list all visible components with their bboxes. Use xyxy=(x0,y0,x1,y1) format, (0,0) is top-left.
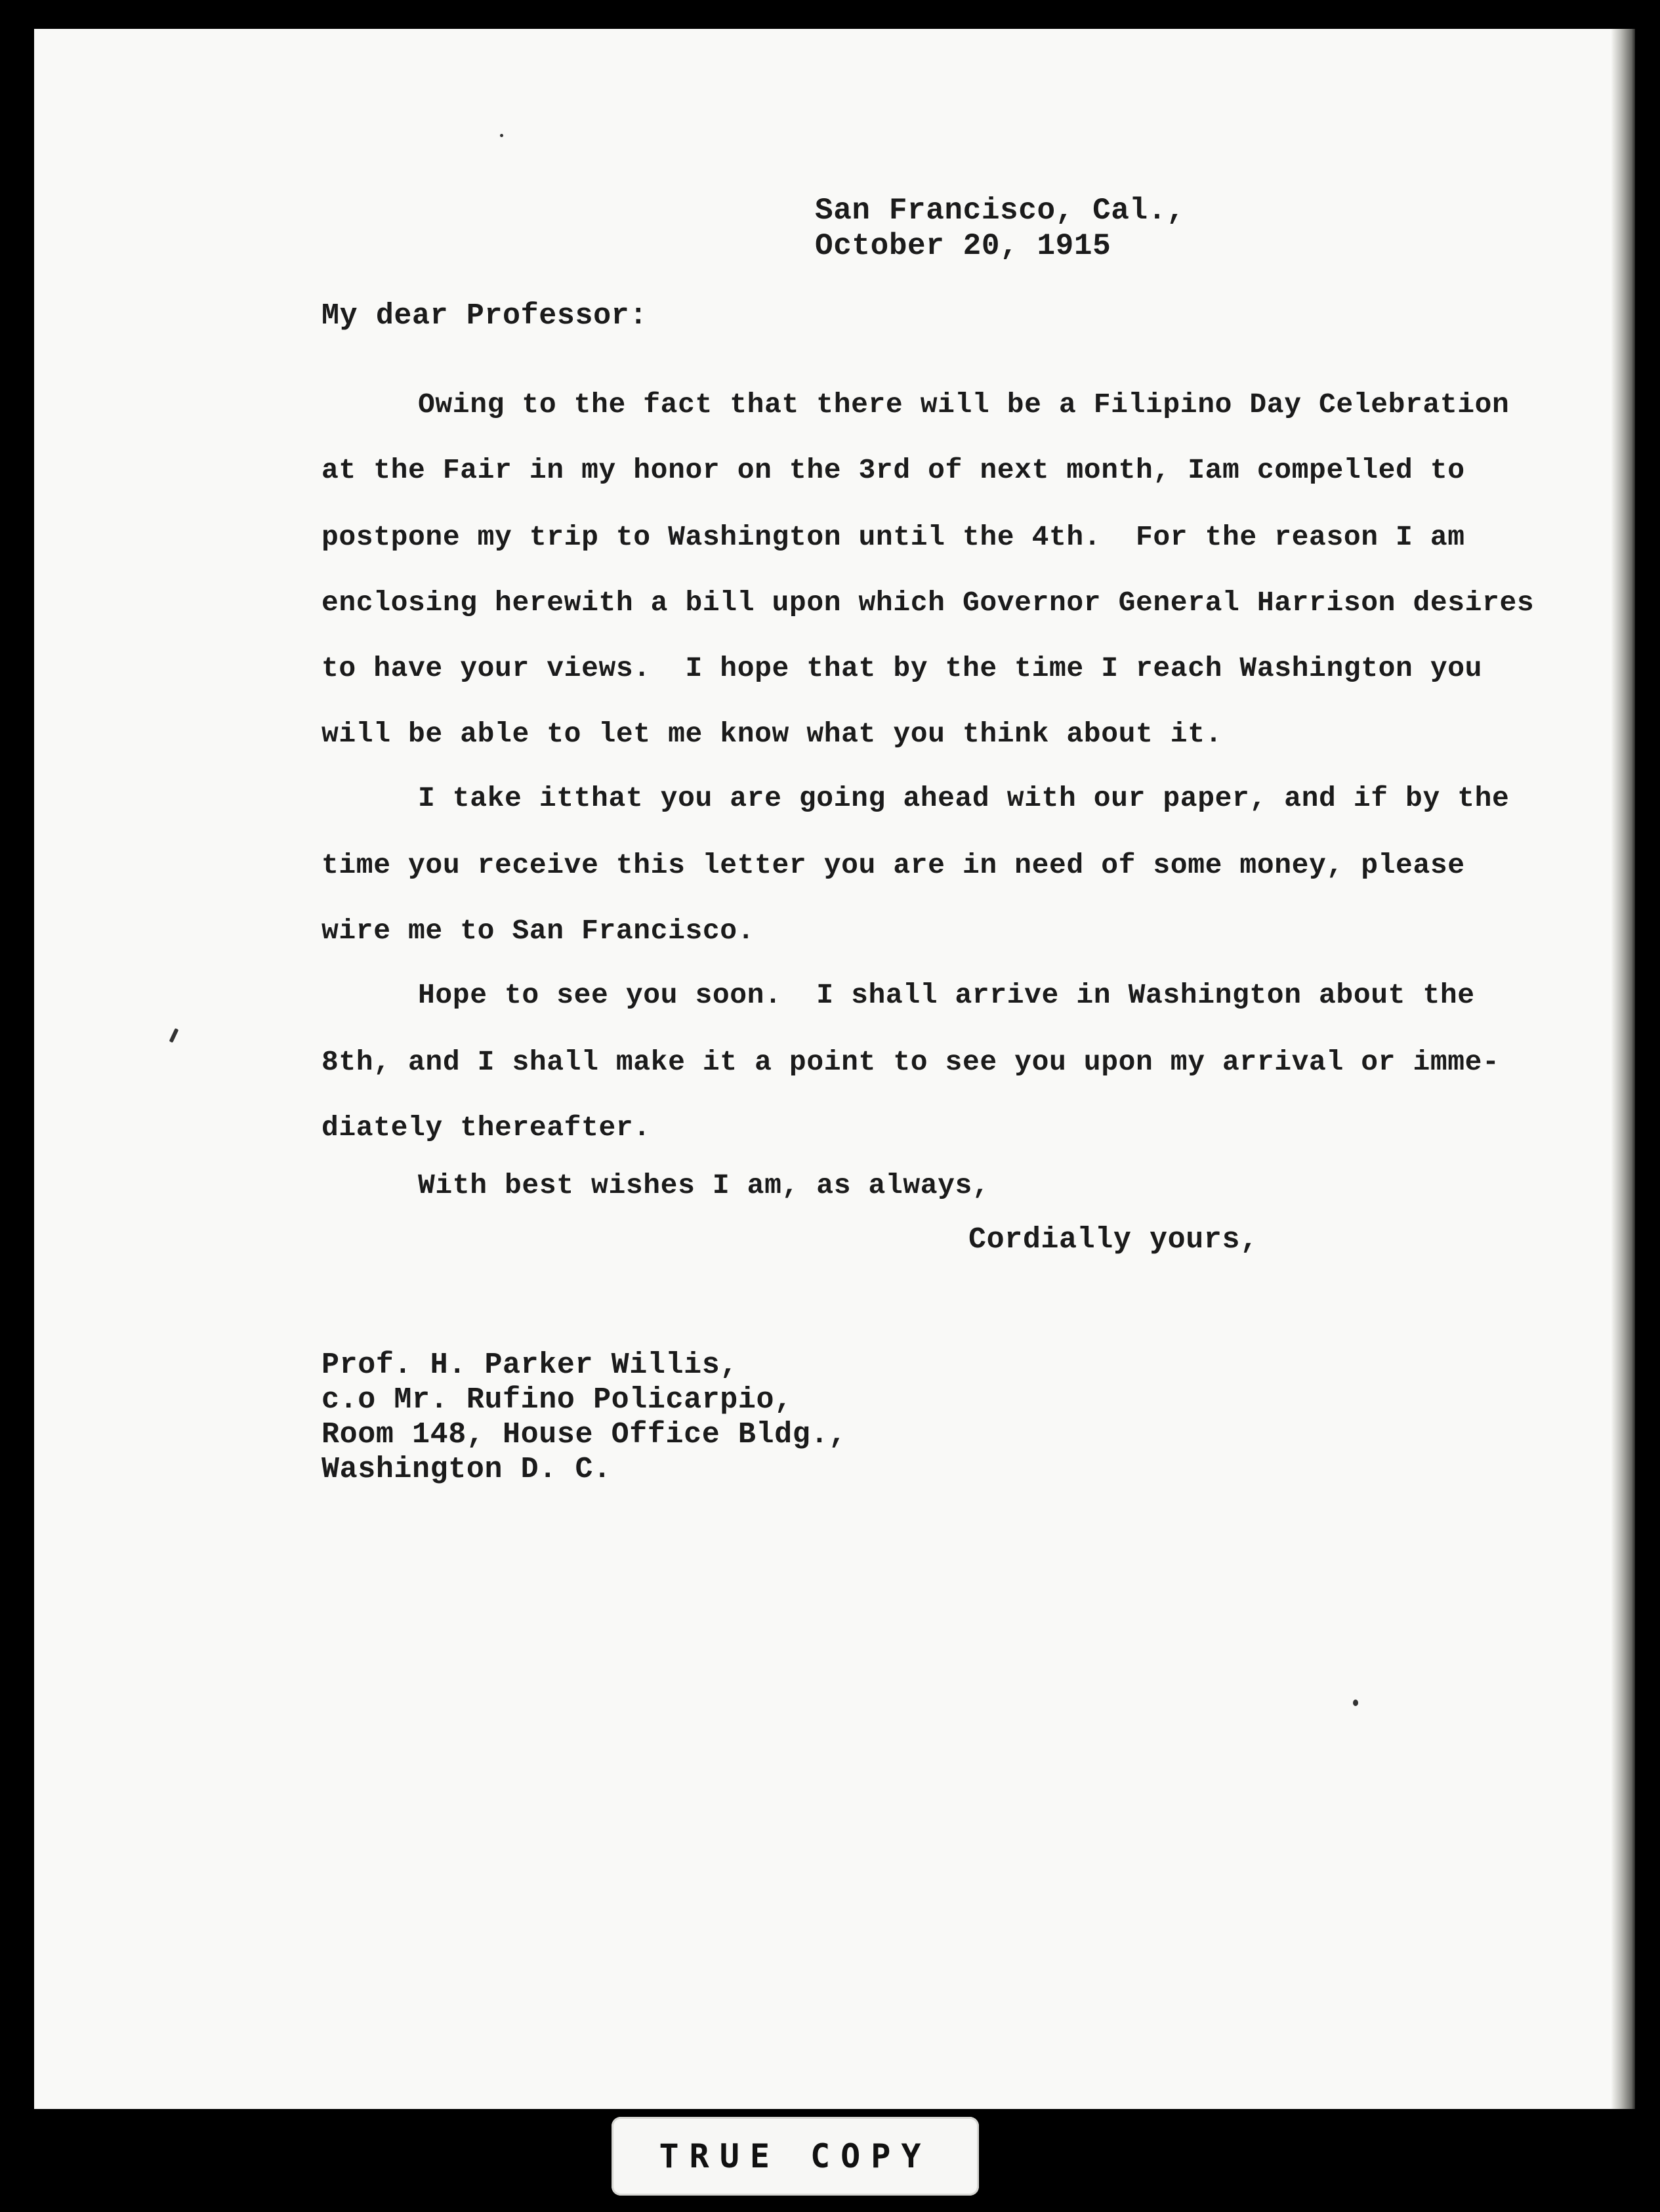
ink-speck xyxy=(1353,1700,1358,1706)
body-line: diately thereafter. xyxy=(322,1112,651,1144)
true-copy-stamp xyxy=(612,2117,979,2196)
body-line: at the Fair in my honor on the 3rd of next month, Iam compelled to xyxy=(322,454,1465,486)
body-line: postpone my trip to Washington until the 4th. For the reason I am xyxy=(322,521,1465,553)
body-line: will be able to let me know what you think about it. xyxy=(322,718,1223,750)
body-line: With best wishes I am, as always, xyxy=(418,1169,990,1201)
ink-mark xyxy=(169,1028,179,1043)
letter-date: October 20, 1915 xyxy=(815,229,1111,263)
body-line: 8th, and I shall make it a point to see you upon my arrival or imme- xyxy=(322,1046,1500,1078)
body-line: Hope to see you soon. I shall arrive in Washington about the xyxy=(418,979,1475,1011)
address-line: Room 148, House Office Bldg., xyxy=(322,1418,847,1451)
closing: Cordially yours, xyxy=(968,1223,1258,1257)
stamp-label: TRUE COPY xyxy=(659,2137,932,2175)
body-line: wire me to San Francisco. xyxy=(322,915,755,947)
address-line: c.o Mr. Rufino Policarpio, xyxy=(322,1383,793,1417)
ink-speck xyxy=(500,134,503,137)
letter-page xyxy=(34,29,1635,2109)
address-line: Prof. H. Parker Willis, xyxy=(322,1348,738,1382)
body-line: time you receive this letter you are in need of some money, please xyxy=(322,849,1465,881)
page-shadow-edge xyxy=(1611,29,1635,2109)
body-line: Owing to the fact that there will be a Filipino Day Celebration xyxy=(418,388,1510,421)
address-line: Washington D. C. xyxy=(322,1453,612,1486)
body-line: to have your views. I hope that by the time I reach Washington you xyxy=(322,652,1483,684)
letter-place: San Francisco, Cal., xyxy=(815,194,1186,228)
body-line: enclosing herewith a bill upon which Governor General Harrison desires xyxy=(322,587,1535,619)
salutation: My dear Professor: xyxy=(322,299,648,333)
body-line: I take itthat you are going ahead with our paper, and if by the xyxy=(418,782,1510,814)
